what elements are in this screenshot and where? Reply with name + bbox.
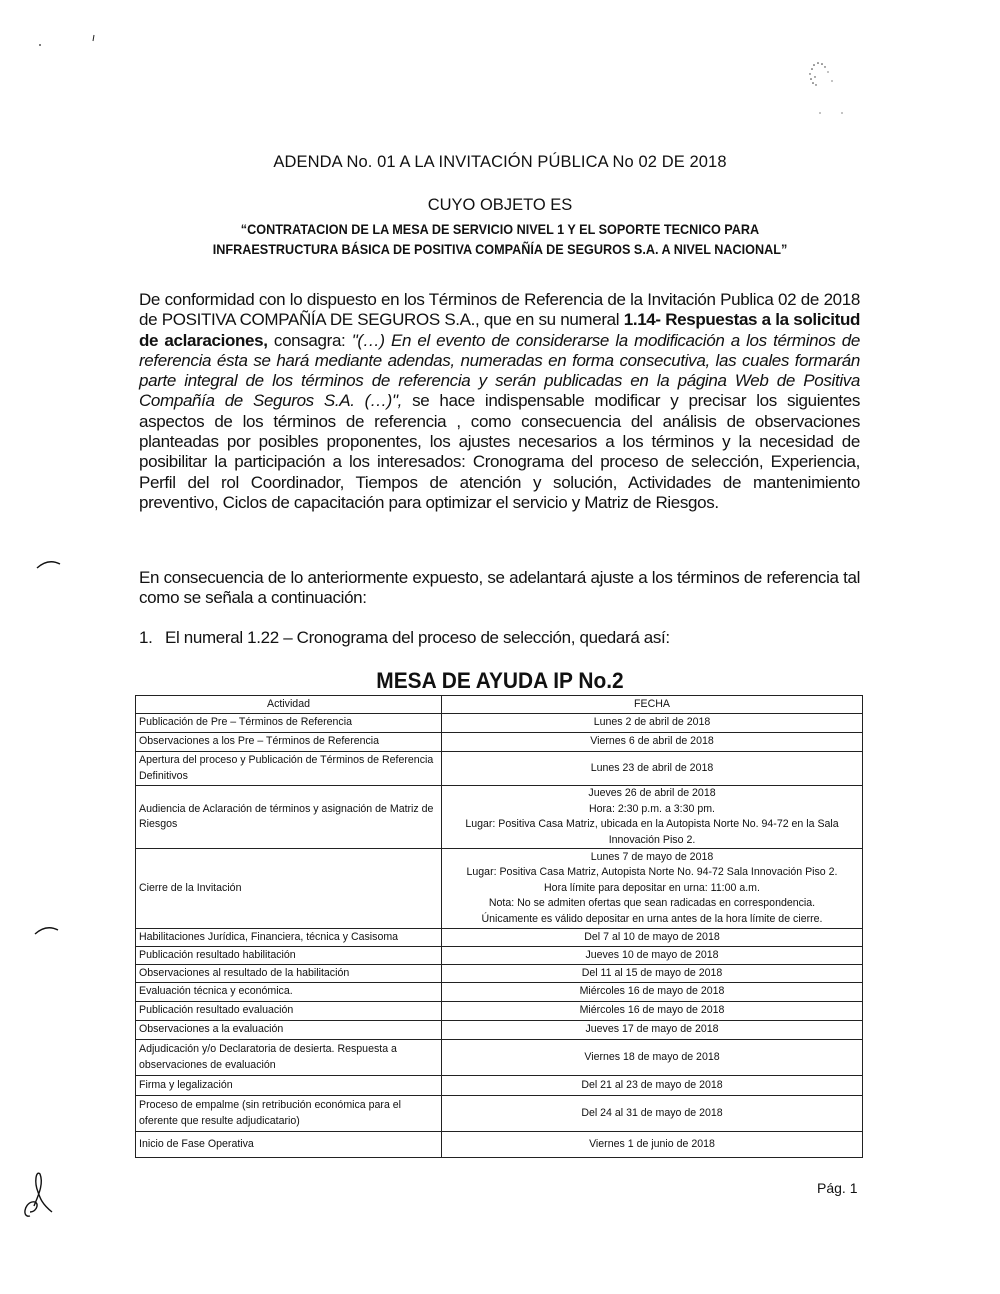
cell-actividad: Cierre de la Invitación bbox=[136, 849, 442, 929]
fecha-line: Viernes 1 de junio de 2018 bbox=[589, 1137, 715, 1150]
intro-text-2: consagra: bbox=[267, 330, 352, 350]
fecha-line: Del 11 al 15 de mayo de 2018 bbox=[581, 966, 723, 979]
numbered-item-1 bbox=[139, 628, 670, 648]
table-row bbox=[136, 786, 863, 849]
cell-fecha bbox=[442, 733, 863, 752]
table-row bbox=[136, 929, 863, 947]
item-number: 1. bbox=[139, 628, 153, 647]
table-row bbox=[136, 1021, 863, 1040]
header-fecha: FECHA bbox=[442, 696, 863, 714]
intro-text-3: se hace indispensable modificar y precisar los siguientes aspectos de los términos de referencia , como consecuencia del análisis de observaciones planteadas por posibles proponentes, los ajustes necesarios a los términos y la necesidad de posibilitar la participación a los interesados: Cronograma del proceso de selección, Experiencia, Perfil del rol Coordinador, Tiempos de atención y solución, Actividades de mantenimiento preventivo, Ciclos de capacitación para optimizar el servicio y Matriz de Riesgos. bbox=[139, 391, 860, 512]
margin-arc-mark bbox=[32, 922, 62, 938]
table-row bbox=[136, 733, 863, 752]
table-row bbox=[136, 947, 863, 965]
table-row bbox=[136, 1040, 863, 1076]
table-row bbox=[136, 1076, 863, 1096]
cell-fecha bbox=[442, 752, 863, 786]
cell-actividad: Habilitaciones Jurídica, Financiera, técnica y Casisoma bbox=[136, 929, 442, 947]
fecha-line: Hora: 2:30 p.m. a 3:30 pm. bbox=[588, 802, 715, 815]
table-row bbox=[136, 983, 863, 1002]
table-row bbox=[136, 849, 863, 929]
intro-paragraph bbox=[139, 290, 860, 513]
fecha-line: Lunes 7 de mayo de 2018 bbox=[590, 850, 714, 863]
cell-actividad: Publicación resultado habilitación bbox=[136, 947, 442, 965]
stamp-mark bbox=[800, 55, 860, 120]
fecha-line: Jueves 10 de mayo de 2018 bbox=[585, 948, 719, 961]
fecha-line: Jueves 26 de abril de 2018 bbox=[588, 787, 716, 799]
cell-fecha bbox=[442, 1096, 863, 1132]
page-number: Pág. 1 bbox=[817, 1180, 858, 1196]
fecha-line: Del 7 al 10 de mayo de 2018 bbox=[584, 930, 720, 943]
cell-fecha bbox=[442, 947, 863, 965]
fecha-line: Miércoles 16 de mayo de 2018 bbox=[579, 1004, 725, 1017]
header-actividad: Actividad bbox=[136, 696, 442, 714]
table-header-row bbox=[136, 696, 863, 714]
schedule-table bbox=[135, 695, 863, 1158]
table-row bbox=[136, 752, 863, 786]
table-row bbox=[136, 1132, 863, 1158]
cell-fecha bbox=[442, 786, 863, 849]
table-row bbox=[136, 714, 863, 733]
margin-arc-mark bbox=[34, 556, 64, 572]
fecha-line: Viernes 18 de mayo de 2018 bbox=[584, 1050, 720, 1063]
cell-fecha bbox=[442, 1132, 863, 1158]
fecha-line: Del 21 al 23 de mayo de 2018 bbox=[581, 1078, 723, 1091]
intro-quote: "(…) En el evento de considerarse la modificación a los términos de referencia ésta se hará mediante adendas, numeradas en forma consecutiva, las cuales formarán parte integral de los términos de referencia y serán publicadas en la página Web de Positiva Compañía de Seguros S.A. (…)", bbox=[139, 330, 860, 411]
cell-actividad: Firma y legalización bbox=[136, 1076, 442, 1096]
document-subtitle: CUYO OBJETO ES bbox=[427, 196, 573, 214]
cell-fecha bbox=[442, 1021, 863, 1040]
intro-text-1: De conformidad con lo dispuesto en los Términos de Referencia de la Invitación Publica 02 de 2018 de POSITIVA COMPAÑÍA DE SEGUROS S.A., que en su numeral bbox=[139, 290, 860, 330]
cell-actividad: Publicación de Pre – Términos de Referencia bbox=[136, 714, 442, 733]
item-text: El numeral 1.22 – Cronograma del proceso de selección, quedará así: bbox=[165, 628, 670, 647]
fecha-line: Del 24 al 31 de mayo de 2018 bbox=[581, 1106, 723, 1119]
cell-actividad: Adjudicación y/o Declaratoria de desierta. Respuesta a observaciones de evaluación bbox=[136, 1040, 442, 1076]
fecha-line: Viernes 6 de abril de 2018 bbox=[590, 735, 714, 748]
cell-actividad: Observaciones al resultado de la habilitación bbox=[136, 965, 442, 983]
table-row bbox=[136, 1002, 863, 1021]
cell-actividad: Proceso de empalme (sin retribución económica para el oferente que resulte adjudicatario) bbox=[136, 1096, 442, 1132]
contract-object-line-1: “CONTRATACION DE LA MESA DE SERVICIO NIVEL 1 Y EL SOPORTE TECNICO PARA bbox=[240, 222, 760, 237]
fecha-line: Únicamente es válido depositar en urna antes de la hora límite de cierre. bbox=[481, 912, 823, 925]
cell-fecha bbox=[442, 929, 863, 947]
fecha-line: Lunes 23 de abril de 2018 bbox=[590, 761, 714, 774]
fecha-line: Lunes 2 de abril de 2018 bbox=[593, 716, 711, 729]
cell-actividad: Observaciones a los Pre – Términos de Referencia bbox=[136, 733, 442, 752]
scan-speck-mark bbox=[30, 30, 110, 60]
signature-initials-mark bbox=[12, 1168, 67, 1223]
consequence-paragraph: En consecuencia de lo anteriormente expuesto, se adelantará ajuste a los términos de referencia tal como se señala a continuación: bbox=[139, 568, 860, 608]
contract-object bbox=[156, 220, 844, 260]
cell-actividad: Audiencia de Aclaración de términos y asignación de Matriz de Riesgos bbox=[136, 786, 442, 849]
cell-fecha bbox=[442, 1040, 863, 1076]
table-row bbox=[136, 965, 863, 983]
cell-actividad: Publicación resultado evaluación bbox=[136, 1002, 442, 1021]
table-row bbox=[136, 1096, 863, 1132]
cell-fecha bbox=[442, 714, 863, 733]
cell-fecha bbox=[442, 1002, 863, 1021]
cell-actividad: Evaluación técnica y económica. bbox=[136, 983, 442, 1002]
intro-numeral-reference: 1.14- Respuestas a la solicitud de aclaraciones, bbox=[139, 310, 861, 350]
cell-actividad: Apertura del proceso y Publicación de Términos de Referencia Definitivos bbox=[136, 752, 442, 786]
fecha-line: Nota: No se admiten ofertas que sean radicadas en correspondencia. bbox=[488, 897, 816, 910]
cell-fecha bbox=[442, 965, 863, 983]
fecha-line: Lugar: Positiva Casa Matriz, Autopista Norte No. 94-72 Sala Innovación Piso 2. bbox=[466, 866, 838, 879]
cell-fecha bbox=[442, 849, 863, 929]
cell-fecha bbox=[442, 983, 863, 1002]
cell-actividad: Observaciones a la evaluación bbox=[136, 1021, 442, 1040]
fecha-line: Lugar: Positiva Casa Matriz, ubicada en la Autopista Norte No. 94-72 en la Sala Innovación Piso 2. bbox=[465, 818, 839, 846]
fecha-line: Jueves 17 de mayo de 2018 bbox=[585, 1023, 719, 1036]
fecha-line: Hora límite para depositar en urna: 11:00 a.m. bbox=[544, 881, 760, 894]
cell-fecha bbox=[442, 1076, 863, 1096]
fecha-line: Miércoles 16 de mayo de 2018 bbox=[579, 985, 725, 998]
document-title: ADENDA No. 01 A LA INVITACIÓN PÚBLICA No 02 DE 2018 bbox=[273, 153, 727, 171]
schedule-table-title: MESA DE AYUDA IP No.2 bbox=[376, 668, 624, 693]
contract-object-line-2: INFRAESTRUCTURA BÁSICA DE POSITIVA COMPAÑÍA DE SEGUROS S.A. A NIVEL NACIONAL” bbox=[212, 242, 788, 257]
cell-actividad: Inicio de Fase Operativa bbox=[136, 1132, 442, 1158]
